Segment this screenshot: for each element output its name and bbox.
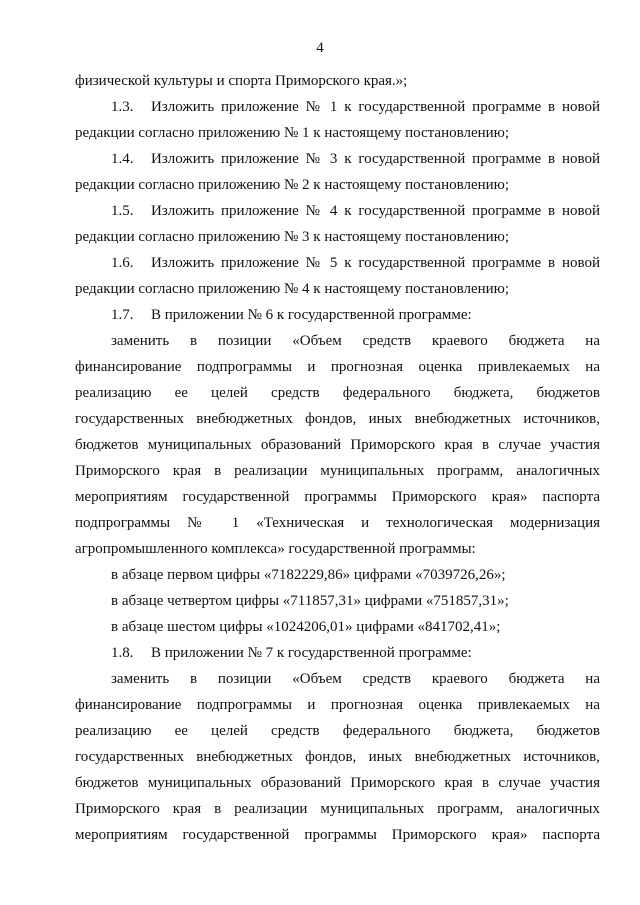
line-text: реализацию ее целей средств федерального бюджета, бюджетов — [75, 723, 600, 739]
line-text: подпрограммы № 1 «Техническая и технологическая модернизация — [75, 515, 600, 531]
text-line — [75, 666, 600, 692]
text-line — [75, 120, 600, 146]
text-line — [75, 744, 600, 770]
item-number: 1.7. — [111, 307, 134, 323]
text-line — [75, 380, 600, 406]
item-number: 1.6. — [111, 255, 134, 271]
item-number: 1.8. — [111, 645, 134, 661]
line-text: редакции согласно приложению № 4 к настоящему постановлению; — [75, 281, 510, 297]
text-line — [75, 354, 600, 380]
list-item-1-7 — [75, 302, 600, 328]
text-line — [75, 68, 600, 94]
line-text: бюджетов муниципальных образований Приморского края в случае участия — [75, 775, 600, 791]
text-line — [75, 822, 600, 848]
line-text: физической культуры и спорта Приморского края.»; — [75, 73, 408, 89]
text-line — [75, 614, 600, 640]
line-text: государственных внебюджетных фондов, иных внебюджетных источников, — [75, 749, 600, 765]
line-text: агропромышленного комплекса» государственной программы: — [75, 541, 476, 557]
list-item-1-5 — [75, 198, 600, 224]
list-item-1-3 — [75, 94, 600, 120]
text-line — [75, 692, 600, 718]
line-text: финансирование подпрограммы и прогнозная оценка привлекаемых на — [75, 359, 600, 375]
text-line — [75, 718, 600, 744]
line-text: в абзаце четвертом цифры «711857,31» цифрами «751857,31»; — [111, 593, 509, 609]
text-line — [75, 796, 600, 822]
line-text: Изложить приложение № 4 к государственной программе в новой — [151, 203, 600, 219]
item-number: 1.5. — [111, 203, 134, 219]
item-number: 1.4. — [111, 151, 134, 167]
list-item-1-8 — [75, 640, 600, 666]
line-text: В приложении № 6 к государственной программе: — [151, 307, 472, 323]
line-text: в абзаце шестом цифры «1024206,01» цифрами «841702,41»; — [111, 619, 501, 635]
line-text: редакции согласно приложению № 1 к настоящему постановлению; — [75, 125, 510, 141]
text-line — [75, 510, 600, 536]
line-text: бюджетов муниципальных образований Приморского края в случае участия — [75, 437, 600, 453]
text-line — [75, 224, 600, 250]
line-text: заменить в позиции «Объем средств краевого бюджета на — [111, 333, 600, 349]
text-line — [75, 432, 600, 458]
line-text: Изложить приложение № 5 к государственной программе в новой — [151, 255, 600, 271]
text-line — [75, 458, 600, 484]
line-text: мероприятиям государственной программы Приморского края» паспорта — [75, 489, 600, 505]
text-line — [75, 328, 600, 354]
line-text: финансирование подпрограммы и прогнозная оценка привлекаемых на — [75, 697, 600, 713]
text-line — [75, 536, 600, 562]
line-text: заменить в позиции «Объем средств краевого бюджета на — [111, 671, 600, 687]
line-text: Изложить приложение № 1 к государственной программе в новой — [151, 99, 600, 115]
line-text: государственных внебюджетных фондов, иных внебюджетных источников, — [75, 411, 600, 427]
line-text: мероприятиям государственной программы Приморского края» паспорта — [75, 827, 600, 843]
line-text: Приморского края в реализации муниципальных программ, аналогичных — [75, 801, 600, 817]
text-line — [75, 406, 600, 432]
line-text: В приложении № 7 к государственной программе: — [151, 645, 472, 661]
item-number: 1.3. — [111, 99, 134, 115]
text-line — [75, 484, 600, 510]
list-item-1-4 — [75, 146, 600, 172]
text-line — [75, 588, 600, 614]
line-text: реализацию ее целей средств федерального бюджета, бюджетов — [75, 385, 600, 401]
text-line — [75, 276, 600, 302]
line-text: редакции согласно приложению № 3 к настоящему постановлению; — [75, 229, 510, 245]
text-line — [75, 562, 600, 588]
document-body — [75, 68, 600, 848]
text-line — [75, 770, 600, 796]
text-line — [75, 172, 600, 198]
list-item-1-6 — [75, 250, 600, 276]
page-number: 4 — [316, 40, 324, 56]
line-text: Изложить приложение № 3 к государственной программе в новой — [151, 151, 600, 167]
line-text: Приморского края в реализации муниципальных программ, аналогичных — [75, 463, 600, 479]
line-text: в абзаце первом цифры «7182229,86» цифрами «7039726,26»; — [111, 567, 506, 583]
line-text: редакции согласно приложению № 2 к настоящему постановлению; — [75, 177, 510, 193]
